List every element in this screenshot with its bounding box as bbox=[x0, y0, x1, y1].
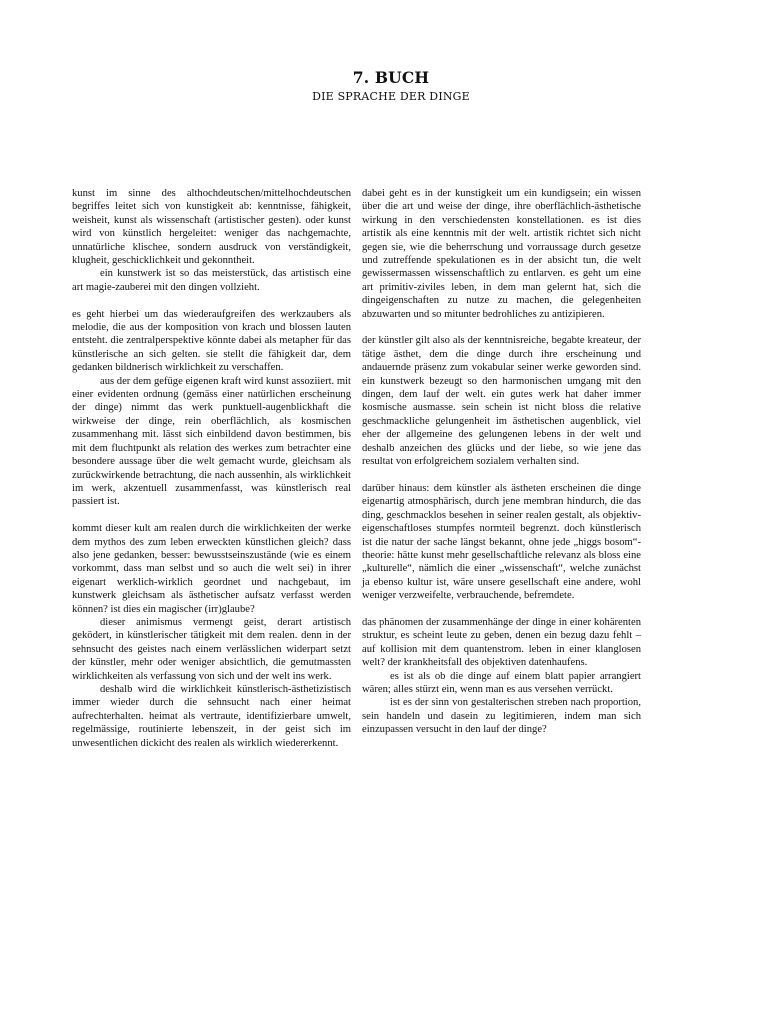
paragraph: kunst im sinne des althochdeutschen/mittelhochdeutschen begriffes leitet sich von kunstigkeit ab: kenntnisse, fähigkeit, weisheit, kunst als wissenschaft (artistischer gesten). oder kunst wird von künstlich hergeleitet: weniger das nachgemachte, unnatürliche klischee, sondern ausdruck von verständigkeit, klugheit, geschicklichkeit und gekonntheit. bbox=[72, 188, 351, 267]
paragraph: das phänomen der zusammenhänge der dinge in einer kohärenten struktur, es scheint leute zu geben, denen ein bezug dazu fehlt – auf kollision mit dem quantenstrom. leben in einer klanglosen welt? der krankheitsfall des objektiven datenhaufens. bbox=[362, 616, 641, 669]
paragraph: darüber hinaus: dem künstler als ästheten erscheinen die dinge eigenartig atmosphärisch, durch jene membran hindurch, die das ding, geschmacklos besehen in seiner realen gestalt, als objektiv-eigenschaftloses stumpfes normteil begrenzt. doch künstlerisch ist die natur der sache längst bekannt, ohne jede „higgs bosom“-theorie: hätte kunst mehr gesellschaftliche relevanz als bloss eine „kulturelle“, nämlich die einer „wissenschaft“, welche zunächst ja ebenso kultur ist, wäre unsere gesellschaft eine andere, wohl weniger verzweifelte, verbrauchende, befremdete. bbox=[362, 482, 641, 602]
chapter-title: 7. BUCH bbox=[352, 68, 430, 87]
paragraph: dieser animismus vermengt geist, derart artistisch geködert, in künstlerischer tätigkeit mit dem realen. denn in der sehnsucht des geistes nach einem verlässlichen widerpart setzt der künstler, mehr oder weniger absichtlich, die gemutmassten wirklichkeiten als verfassung von sich und der welt ins werk. bbox=[72, 616, 351, 682]
paragraph: es geht hierbei um das wiederaufgreifen des werkzaubers als melodie, die aus der komposition von krach und blossen lauten entsteht. die zentralperspektive könnte dabei als metapher für das künstlerische an sich gelten. sie stellt die fähigkeit dar, dem gedanken bildnerisch wirklichkeit zu verschaffen. bbox=[72, 308, 351, 374]
paragraph: ein kunstwerk ist so das meisterstück, das artistisch eine art magie-zauberei mit den dingen vollzieht. bbox=[72, 268, 351, 293]
paragraph: kommt dieser kult am realen durch die wirklichkeiten der werke dem mythos des zum leben erweckten künstlichen gleich? dass also jene gedanken, besser: bewusstseinszustände (wie es einem vorkommt, dass man selbst und so auch die welt sei) in ihrer eigenart werklich-wirklich geordnet und nachgebaut, im kunstwerk gleichsam als ästhetischer aufsatz verfasst werden können? ist dies ein magischer (irr)glaube? bbox=[72, 523, 351, 615]
paragraph: deshalb wird die wirklichkeit künstlerisch-ästhetizistisch immer wieder durch die sehnsucht nach einer heimat aufrechterhalten. heimat als vertraute, identifizierbare umwelt, regelmässige, routinierte lebenszeit, in der geist sich im unwesentlichen dickicht des realen als wirklich wiedererkennt. bbox=[72, 684, 351, 749]
paragraph: der künstler gilt also als der kenntnisreiche, begabte kreateur, der tätige ästhet, dem die dinge durch ihre erscheinung und andauernde präsenz zum vokabular seiner werke geworden sind. ein kunstwerk bezeugt so den harmonischen umgang mit den dingen, dem lauf der welt. ein gutes werk hat daher immer kosmische ausmasse. sein schein ist nicht bloss die relative geschmackliche gelungenheit im ästhetischen augenblick, viel eher der allgemeine des gelungenen lebens in der welt und deshalb anzeichen des glücks und der liebe, so wie jene das resultat von erfolgreichem sozialem verhalten sind. bbox=[362, 335, 641, 468]
right-text-column bbox=[362, 187, 641, 737]
paragraph: aus der dem gefüge eigenen kraft wird kunst assoziiert. mit einer evidenten ordnung (gemäss einer natürlichen erscheinung der dinge) nimmt das werk punktuell-augenblickhaft die wirkweise der dinge, rein oberflächlich, als kosmischen zusammenhang mit. lässt sich einbildend davon bestimmen, bis mit dem fluchtpunkt als relation des werkes zum betrachter eine besondere aussage über die welt gemacht wurde, gleichsam als zurückwirkende betrachtung, die nach aussenhin, als wirklichkeit im werk, akzentuell zusammenfasst, was künstlerisch real passiert ist. bbox=[72, 375, 351, 508]
paragraph: es ist als ob die dinge auf einem blatt papier arrangiert wären; alles stürzt ein, wenn man es aus versehen verrückt. bbox=[362, 670, 641, 695]
paragraph: ist es der sinn von gestalterischen streben nach proportion, sein handeln und dasein zu legitimieren, indem man sich einzupassen versucht in den lauf der dinge? bbox=[362, 697, 641, 736]
paragraph: dabei geht es in der kunstigkeit um ein kundigsein; ein wissen über die art und weise der dinge, ihre oberflächlich-ästhetische wirkung in den verschiedensten konstellationen. es ist dies artistik als eine kenntnis mit der welt. artistik richtet sich nicht gegen sie, wie die beherrschung und vorraussage durch gesetze und zutreffende spekulationen es in der absicht tun, die welt gewissermassen wissenschaftlich zu entlarven. es geht um eine art primitiv-ziviles leben, in dem man gelernt hat, sich die dingeigenschaften zu nutze zu machen, die gelegenheiten abzuwarten und so mitunter bedrohliches zu antizipieren. bbox=[362, 188, 641, 320]
left-text-column bbox=[72, 187, 351, 750]
chapter-heading bbox=[0, 68, 782, 103]
chapter-subtitle: DIE SPRACHE DER DINGE bbox=[312, 90, 470, 103]
